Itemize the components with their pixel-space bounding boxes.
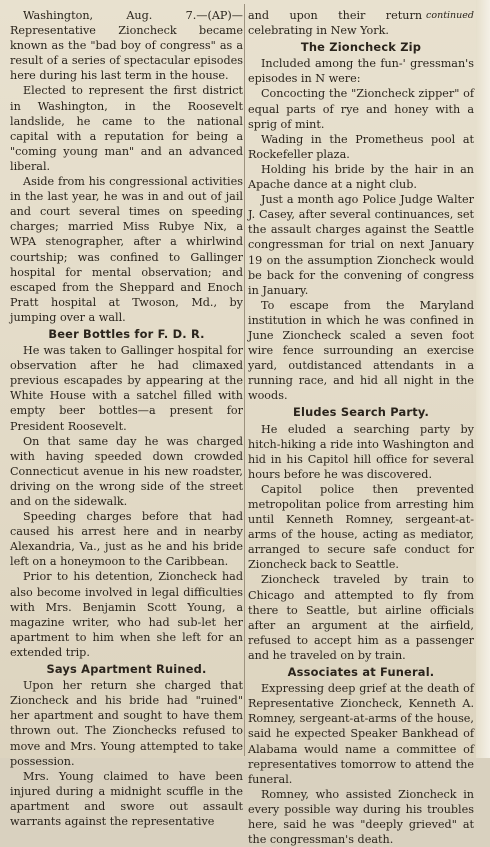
subheading: Beer Bottles for F. D. R. (48, 326, 205, 341)
article-paragraph: Washington, Aug. 7.—(AP)—Representative Zioncheck became known as the "bad boy of congress" as a result of a series of spectacular episodes here during his last term in the house. (10, 9, 243, 83)
article-paragraph: On that same day he was charged with having speeded down crowded Connecticut avenue in his new roadster, driving on the wrong side of the street and on the sidewalk. (10, 434, 243, 508)
left-column (10, 8, 243, 829)
article-paragraph: Expressing deep grief at the death of Representative Zioncheck, Kenneth A. Romney, sergeant-at-arms of the house, said he expected Speaker Bankhead of Alabama would name a committee of representatives tomorrow to attend the funeral. (248, 682, 474, 786)
continued-label: continued (426, 10, 474, 21)
article-paragraph: Upon her return she charged that Zioncheck and his bride had "ruined" her apartment and sought to have them thrown out. The Zionchecks refused to move and Mrs. Young attempted to take possession. (10, 679, 243, 768)
right-column (248, 8, 474, 847)
article-paragraph: He eluded a searching party by hitch-hiking a ride into Washington and hid in his Capitol hill office for several hours before he was discovered. (248, 422, 474, 481)
article-paragraph: Included among the fun-' gressman's episodes in N were: (248, 57, 474, 86)
article-paragraph (248, 8, 474, 38)
article-paragraph: Capitol police then prevented metropolitan police from arresting him until Kenneth Romney, sergeant-at-arms of the house, acting as mediator, arranged to secure safe conduct for Zioncheck back to Seattle. (248, 482, 474, 572)
article-paragraph: Just a month ago Police Judge Walter J. Casey, after several continuances, set the assault charges against the Seattle congressman for trial on next January 19 on the assumption Zioncheck would be back for the convening of congress in January. (248, 193, 474, 297)
article-paragraph: He was taken to Gallinger hospital for observation after he had climaxed previous escapades by appearing at the White House with a satchel filled with empty beer bottles—a present for President Roosevelt. (10, 344, 243, 433)
subheading: Eludes Search Party. (293, 405, 429, 420)
subheading: Says Apartment Ruined. (46, 662, 207, 677)
paper-edge (476, 0, 490, 758)
subheading: The Zioncheck Zip (300, 40, 422, 55)
article-paragraph: Aside from his congressional activities in the last year, he was in and out of jail and court several times on speeding charges; married Miss Rubye Nix, a WPA stenographer, after a whirlwind courtship; was confined to Gallinger hospital for mental observation; and escaped from the Sheppard and Enoch Pratt hospital at Twoson, Md., by jumping over a wall. (10, 175, 243, 324)
article-text: and upon their return (248, 9, 423, 22)
article-paragraph: Wading in the Prometheus pool at Rockefeller plaza. (248, 132, 474, 161)
article-text: celebrating in New York. (248, 24, 389, 38)
article-paragraph: Elected to represent the first district in Washington, in the Roosevelt landslide, he came to the national capital with a reputation for being a "coming young man" and an advanced liberal. (10, 84, 243, 173)
article-paragraph: Speeding charges before that had caused his arrest here and in nearby Alexandria, Va., just as he and his bride left on a honeymoon to the Caribbean. (10, 510, 243, 569)
article-paragraph: Mrs. Young claimed to have been injured during a midnight scuffle in the apartment and swore out assault warrants against the representative (10, 769, 243, 828)
article-paragraph: To escape from the Maryland institution in which he was confined in June Zioncheck scaled a seven foot wire fence surrounding an exercise yard, outdistanced attendants in a running race, and hid all night in the woods. (248, 298, 474, 403)
article-paragraph: Romney, who assisted Zioncheck in every possible way during his troubles here, said he was "deeply grieved" at the congressman's death. (248, 787, 474, 847)
article-paragraph: Concocting the "Zioncheck zipper" of equal parts of rye and honey with a sprig of mint. (248, 87, 474, 131)
article-paragraph: Holding his bride by the hair in an Apache dance at a night club. (248, 162, 474, 192)
article-paragraph: Prior to his detention, Zioncheck had also become involved in legal difficulties with Mrs. Benjamin Scott Young, a magazine writer, who had sub-let her apartment to him when she left for an extended trip. (10, 570, 243, 659)
subheading: Associates at Funeral. (287, 665, 435, 680)
column-divider (244, 4, 245, 756)
article-paragraph: Zioncheck traveled by train to Chicago and attempted to fly from there to Seattle, but airline officials after an argument at the airfield, refused to accept him as a passenger and he traveled on by train. (248, 573, 474, 662)
